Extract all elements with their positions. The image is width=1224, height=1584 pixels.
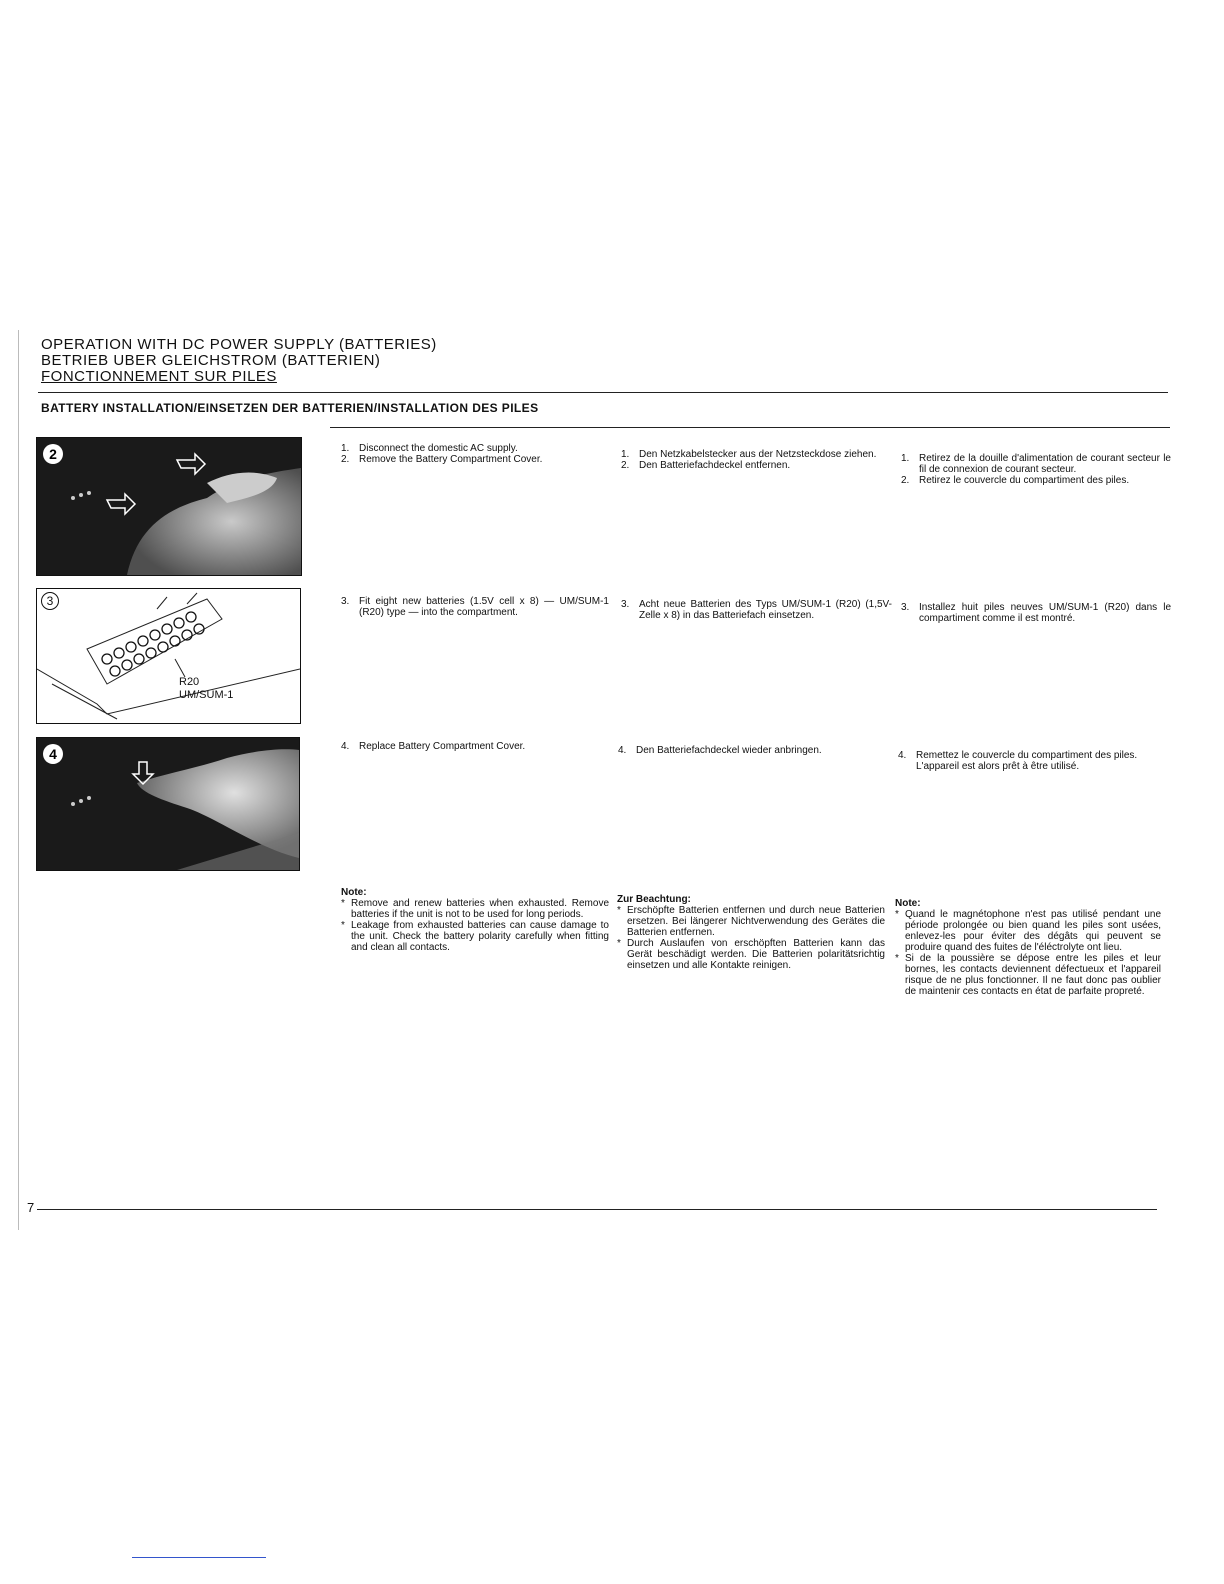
step-number: 4. <box>618 745 627 756</box>
bullet-marker: * <box>617 905 621 916</box>
step-number: 1. <box>901 453 910 464</box>
figure-4-photo <box>36 737 300 871</box>
step-text: Installez huit piles neuves UM/SUM-1 (R20) dans le compartiment comme il est montré. <box>919 602 1171 624</box>
note-de <box>617 894 885 971</box>
hand-replacing-cover-illustration <box>37 738 299 870</box>
bottom-blue-line <box>132 1557 266 1558</box>
step-number: 2. <box>621 460 630 471</box>
note-heading: Note: <box>341 887 367 898</box>
title-fr: FONCTIONNEMENT SUR PILES <box>41 368 277 385</box>
bullet-marker: * <box>895 909 899 920</box>
step-3-de <box>621 599 892 621</box>
section-rule <box>330 427 1170 428</box>
step-number: 3. <box>901 602 910 613</box>
figure-2-photo <box>36 437 302 576</box>
step-3-en <box>341 596 609 618</box>
bullet-marker: * <box>341 920 345 931</box>
step-text: Fit eight new batteries (1.5V cell x 8) — UM/SUM-1 (R20) type — into the compartment. <box>359 596 609 618</box>
note-item: Leakage from exhausted batteries can cause damage to the unit. Check the battery polarity carefully when fitting and clean all contacts. <box>351 920 609 953</box>
bullet-marker: * <box>617 938 621 949</box>
note-item: Quand le magnétophone n'est pas utilisé pendant une période prolongée ou bien quand les piles sont usées, enlevez-les pour éviter des dégâts qui peuvent se produire quand des fuites de l'éléctrolyte ont lieu. <box>905 909 1161 953</box>
step-4-fr <box>898 750 1166 772</box>
note-heading: Zur Beachtung: <box>617 894 691 905</box>
figure-2-number: 2 <box>43 444 63 464</box>
step-number: 1. <box>621 449 630 460</box>
bullet-marker: * <box>895 953 899 964</box>
note-fr <box>895 898 1161 997</box>
title-rule <box>38 392 1168 393</box>
figure-3-label-r20: R20 <box>179 676 200 688</box>
step-number: 2. <box>341 454 350 465</box>
figure-3-drawing <box>36 588 301 724</box>
bullet-marker: * <box>341 898 345 909</box>
figure-3-label-um: UM/SUM-1 <box>179 689 234 701</box>
step-text: Den Batteriefachdeckel wieder anbringen. <box>636 745 822 756</box>
step-number: 3. <box>621 599 630 610</box>
battery-compartment-illustration <box>37 589 300 723</box>
step-number: 2. <box>901 475 910 486</box>
note-en <box>341 887 609 953</box>
steps-1-2-en <box>341 443 591 465</box>
step-text: Replace Battery Compartment Cover. <box>359 741 526 752</box>
step-number: 3. <box>341 596 350 607</box>
step-text: Remettez le couvercle du compartiment des piles. <box>916 750 1138 761</box>
note-item: Durch Auslaufen von erschöpften Batterien kann das Gerät beschädigt werden. Die Batterien polaritätsrichtig einsetzen und alle Kontakte reinigen. <box>627 938 885 971</box>
hand-opening-cover-illustration <box>37 438 301 575</box>
step-text: Remove the Battery Compartment Cover. <box>359 454 543 465</box>
step-text: Acht neue Batterien des Typs UM/SUM-1 (R20) (1,5V-Zelle x 8) in das Batteriefach einsetzen. <box>639 599 892 621</box>
steps-1-2-de <box>621 449 892 471</box>
page-number: 7 <box>27 1200 35 1215</box>
step-number: 4. <box>341 741 350 752</box>
step-text: Disconnect the domestic AC supply. <box>359 443 518 454</box>
title-de: BETRIEB UBER GLEICHSTROM (BATTERIEN) <box>41 352 381 369</box>
note-item: Erschöpfte Batterien entfernen und durch neue Batterien ersetzen. Bei längerer Nichtverwendung des Gerätes die Batterien entfernen. <box>627 905 885 938</box>
step-text: Retirez le couvercle du compartiment des piles. <box>919 475 1130 486</box>
figure-3-number: 3 <box>41 592 59 610</box>
section-heading: BATTERY INSTALLATION/EINSETZEN DER BATTERIEN/INSTALLATION DES PILES <box>41 401 539 415</box>
step-4-en <box>341 741 609 752</box>
note-item: Remove and renew batteries when exhausted. Remove batteries if the unit is not to be used for long periods. <box>351 898 609 920</box>
title-en: OPERATION WITH DC POWER SUPPLY (BATTERIES) <box>41 336 437 353</box>
note-item: Si de la poussière se dépose entre les piles et leur bornes, les contacts deviennent défectueux et l'appareil risque de ne plus fonctionner. Il ne faut donc pas oublier de maintenir ces contacts en état de parfaite propreté. <box>905 953 1161 997</box>
footer-rule <box>37 1209 1157 1210</box>
step-text: Retirez de la douille d'alimentation de courant secteur le fil de connexion de courant secteur. <box>919 453 1171 475</box>
step-4-de <box>618 745 889 756</box>
step-4-fr-extra: L'appareil est alors prêt à être utilisé. <box>916 761 1080 772</box>
step-3-fr <box>901 602 1171 624</box>
figure-4-number: 4 <box>43 744 63 764</box>
step-number: 4. <box>898 750 907 761</box>
step-text: Den Batteriefachdeckel entfernen. <box>639 460 791 471</box>
binding-edge <box>18 330 19 1230</box>
steps-1-2-fr <box>901 453 1171 486</box>
note-heading: Note: <box>895 898 921 909</box>
step-number: 1. <box>341 443 350 454</box>
step-text: Den Netzkabelstecker aus der Netzsteckdose ziehen. <box>639 449 877 460</box>
